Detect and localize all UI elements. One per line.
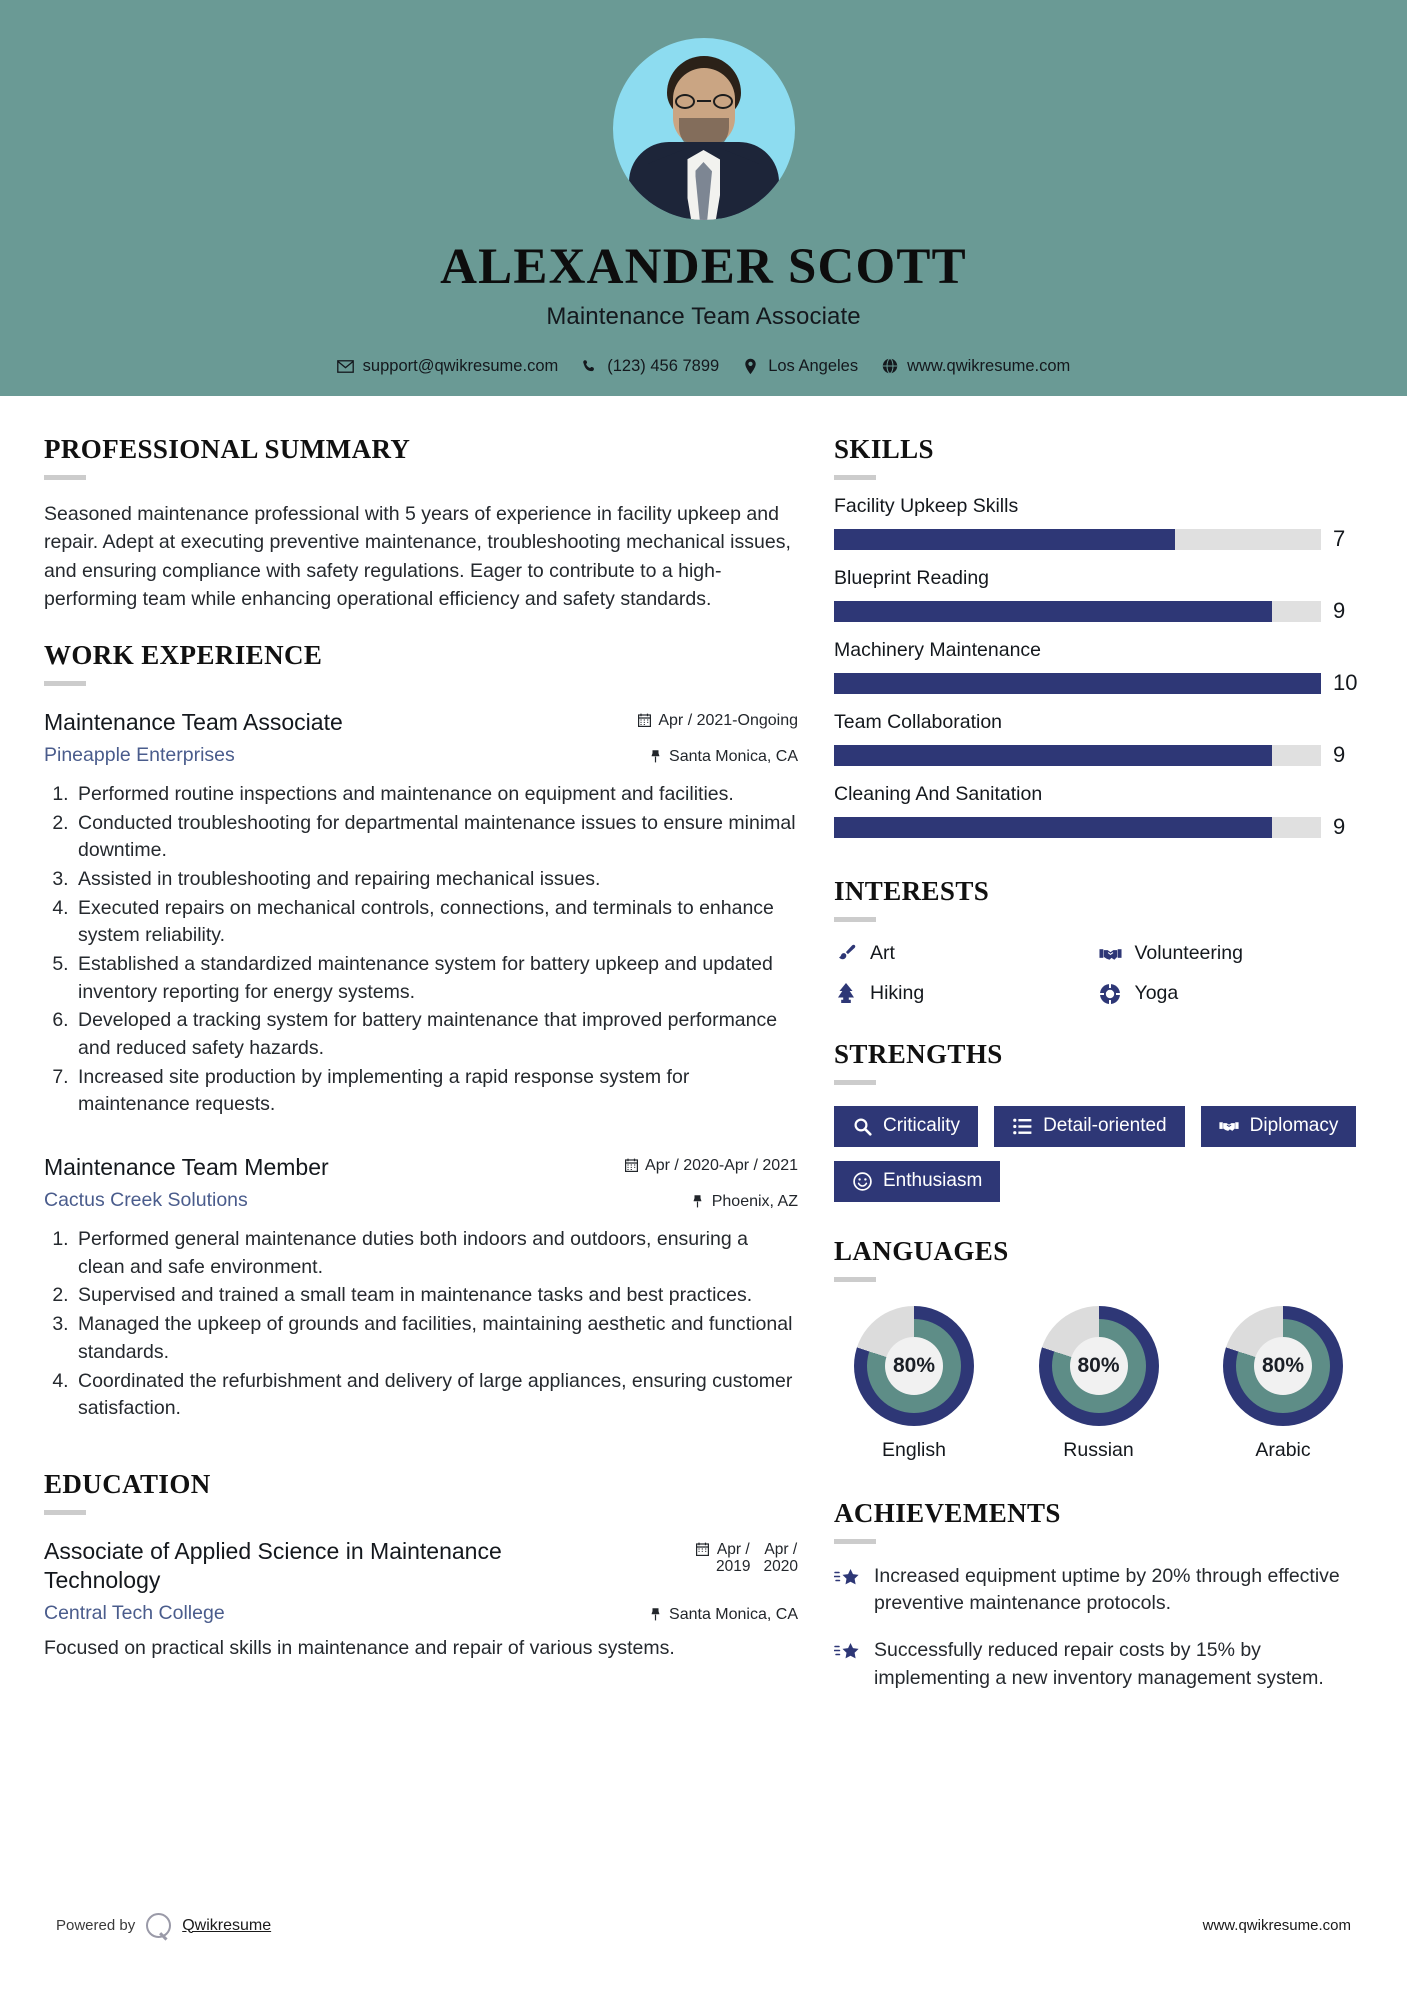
skill-value: 9: [1333, 598, 1346, 623]
contact-phone[interactable]: [581, 357, 719, 376]
section-work-experience: [44, 640, 798, 1423]
section-rule: [44, 475, 86, 480]
contact-location[interactable]: [742, 357, 858, 376]
work-entry: [44, 708, 798, 1119]
education-entry: [44, 1537, 798, 1663]
interest-label: Hiking: [870, 982, 925, 1004]
job-dates: [637, 708, 798, 730]
education-date-start-l2: 2019: [716, 1558, 751, 1576]
skill-track: [834, 601, 1321, 622]
list-item: 6. Developed a tracking system for battery maintenance that improved performance and reduced safety hazards.: [74, 1007, 798, 1062]
strength-label: Enthusiasm: [883, 1169, 983, 1191]
list-item: 5. Established a standardized maintenance system for battery upkeep and updated inventory reporting for energy systems.: [74, 951, 798, 1006]
job-title: Maintenance Team Member: [44, 1154, 329, 1181]
job-dates-text: Apr / 2020-Apr / 2021: [645, 1157, 798, 1175]
section-languages: [834, 1236, 1363, 1462]
achievement-text: Increased equipment uptime by 20% through effective preventive maintenance protocols.: [874, 1564, 1340, 1615]
contact-email[interactable]: [337, 357, 559, 376]
powered-by-label: Powered by: [56, 1917, 136, 1934]
qwikresume-logo-icon: [146, 1913, 171, 1938]
interest-item-yoga: [1099, 982, 1364, 1005]
section-title-strengths: STRENGTHS: [834, 1039, 1003, 1069]
language-label: Arabic: [1255, 1438, 1311, 1461]
list-item: 4. Coordinated the refurbishment and delivery of large appliances, ensuring customer satisfaction.: [74, 1368, 798, 1423]
strength-badge-diplomacy: [1201, 1106, 1357, 1147]
skill-fill: [834, 817, 1272, 838]
glasses-icon: [675, 94, 733, 109]
skill-value: 7: [1333, 526, 1346, 551]
interest-label: Art: [870, 942, 895, 964]
skill-track: [834, 529, 1321, 550]
section-achievements: [834, 1498, 1363, 1693]
footer-website[interactable]: www.qwikresume.com: [1202, 1917, 1351, 1934]
education-description: Focused on practical skills in maintenance and repair of various systems.: [44, 1636, 675, 1659]
list-item: 2. Conducted troubleshooting for departmental maintenance issues to ensure minimal downtime.: [74, 810, 798, 865]
strength-label: Criticality: [883, 1115, 961, 1136]
education-location: [648, 1602, 798, 1624]
map-pin-icon: [691, 1193, 705, 1209]
section-title-skills: SKILLS: [834, 434, 934, 464]
achievement-text: Successfully reduced repair costs by 15% by implementing a new inventory management system.: [874, 1639, 1324, 1689]
job-title: Maintenance Team Associate: [44, 708, 343, 735]
handshake-icon: [1099, 942, 1122, 965]
section-professional-summary: [44, 434, 798, 614]
brand-link[interactable]: Qwikresume: [182, 1916, 272, 1934]
section-rule: [834, 917, 876, 922]
skill-label: Machinery Maintenance: [834, 639, 1042, 661]
education-dates: [695, 1537, 798, 1576]
list-item: 3. Managed the upkeep of grounds and facilities, maintaining aesthetic and functional standards.: [74, 1311, 798, 1366]
achievement-item: [834, 1637, 1363, 1692]
skill-fill: [834, 529, 1175, 550]
interest-label: Volunteering: [1134, 942, 1243, 964]
list-item: 2. Supervised and trained a small team in maintenance tasks and best practices.: [74, 1282, 798, 1310]
language-label: English: [882, 1438, 946, 1461]
interest-item-hiking: [834, 982, 1099, 1005]
list-icon: [1012, 1116, 1032, 1136]
section-rule: [834, 1539, 876, 1544]
education-date-end: [764, 1541, 798, 1576]
list-item: 7. Increased site production by implementing a rapid response system for maintenance requests.: [74, 1064, 798, 1119]
left-column: [44, 396, 834, 1719]
section-strengths: [834, 1039, 1363, 1202]
handshake-icon: [1219, 1116, 1239, 1136]
skill-label: Cleaning And Sanitation: [834, 783, 1043, 805]
skill-row: [834, 495, 1363, 552]
section-education: [44, 1469, 798, 1663]
section-rule: [44, 1510, 86, 1515]
pine-tree-icon: [834, 982, 857, 1005]
education-location-text: Santa Monica, CA: [669, 1605, 798, 1623]
language-label: Russian: [1063, 1438, 1134, 1461]
skill-value: 9: [1333, 814, 1346, 839]
section-interests: [834, 876, 1363, 1005]
section-rule: [44, 681, 86, 686]
magnifier-icon: [852, 1116, 872, 1136]
strength-label: Diplomacy: [1249, 1115, 1339, 1136]
skill-row: [834, 783, 1363, 840]
job-bullet-list: [44, 1226, 798, 1423]
section-title-education: EDUCATION: [44, 1468, 211, 1499]
job-bullet-list: [44, 781, 798, 1119]
section-title-interests: INTERESTS: [834, 876, 990, 906]
skill-fill: [834, 673, 1321, 694]
skill-value: 9: [1333, 742, 1346, 767]
contact-website-text: www.qwikresume.com: [907, 356, 1071, 375]
interest-label: Yoga: [1134, 982, 1179, 1004]
skill-label: Team Collaboration: [834, 711, 1003, 733]
skill-fill: [834, 601, 1272, 622]
skill-label: Facility Upkeep Skills: [834, 495, 1019, 517]
strength-badge-detail-oriented: [994, 1106, 1185, 1147]
section-rule: [834, 1080, 876, 1085]
list-item: 3. Assisted in troubleshooting and repairing mechanical issues.: [74, 866, 798, 894]
donut-value: 80%: [885, 1337, 943, 1395]
section-title-languages: LANGUAGES: [834, 1235, 1009, 1266]
summary-text: Seasoned maintenance professional with 5 years of experience in facility upkeep and repair. Adept at executing preventive maintenance, troubleshooting mechanical issues, and ensuring compliance with safety regulations. Eager to contribute to a high-performing team while enhancing operational efficiency and safety standards.: [44, 503, 791, 611]
shooting-star-icon: [834, 1566, 860, 1592]
language-item-english: [834, 1306, 994, 1462]
skill-label: Blueprint Reading: [834, 567, 990, 589]
smiley-icon: [852, 1171, 872, 1191]
language-donut: [1223, 1306, 1343, 1426]
work-entry: [44, 1153, 798, 1423]
language-donut: [854, 1306, 974, 1426]
section-rule: [834, 475, 876, 480]
job-location: [648, 744, 798, 766]
education-date-end-l1: Apr /: [764, 1540, 798, 1558]
interest-item-volunteering: [1099, 942, 1364, 965]
page-footer: [0, 1913, 1407, 1938]
list-item: 1. Performed general maintenance duties both indoors and outdoors, ensuring a clean and safe environment.: [74, 1226, 798, 1281]
education-date-end-l2: 2020: [763, 1558, 798, 1576]
right-column: [834, 396, 1363, 1719]
job-company[interactable]: Cactus Creek Solutions: [44, 1189, 248, 1212]
brand-block: [56, 1913, 271, 1938]
section-title-summary: PROFESSIONAL SUMMARY: [44, 434, 411, 464]
list-item: 4. Executed repairs on mechanical controls, connections, and terminals to enhance system reliability.: [74, 895, 798, 950]
interest-item-art: [834, 942, 1099, 965]
job-role-subtitle: Maintenance Team Associate: [546, 302, 861, 330]
strength-badge-enthusiasm: [834, 1161, 1000, 1202]
lifebuoy-icon: [1099, 982, 1122, 1005]
location-pin-icon: [742, 358, 759, 375]
job-company[interactable]: Pineapple Enterprises: [44, 743, 235, 766]
contact-location-text: Los Angeles: [768, 356, 859, 375]
strength-badge-criticality: [834, 1106, 978, 1147]
skill-row: [834, 711, 1363, 768]
map-pin-icon: [648, 748, 662, 764]
job-dates-text: Apr / 2021-Ongoing: [658, 711, 798, 729]
job-location-text: Phoenix, AZ: [711, 1193, 798, 1211]
education-date-start: [716, 1541, 750, 1576]
resume-header: [0, 0, 1407, 396]
section-title-achievements: ACHIEVEMENTS: [834, 1497, 1061, 1528]
section-title-work: WORK EXPERIENCE: [44, 639, 323, 670]
calendar-icon: [637, 712, 651, 728]
language-item-arabic: [1203, 1306, 1363, 1462]
map-pin-icon: [648, 1606, 662, 1622]
skill-track: [834, 817, 1321, 838]
contact-bar: [0, 357, 1407, 376]
school-name[interactable]: Central Tech College: [44, 1601, 225, 1624]
resume-body: [0, 396, 1407, 1719]
degree-title: Associate of Applied Science in Maintenance Technology: [44, 1537, 502, 1593]
contact-email-text: support@qwikresume.com: [362, 356, 559, 375]
avatar: [613, 38, 795, 220]
list-item: 1. Performed routine inspections and maintenance on equipment and facilities.: [74, 781, 798, 809]
globe-icon: [881, 358, 898, 375]
page-title: ALEXANDER SCOTT: [440, 239, 967, 295]
contact-phone-text: (123) 456 7899: [607, 356, 720, 375]
email-icon: [337, 358, 354, 375]
calendar-icon: [695, 1541, 709, 1557]
skill-value: 10: [1333, 670, 1358, 695]
achievement-item: [834, 1563, 1363, 1618]
job-dates: [624, 1153, 798, 1175]
section-rule: [834, 1277, 876, 1282]
donut-value: 80%: [1254, 1337, 1312, 1395]
language-item-russian: [1019, 1306, 1179, 1462]
skill-row: [834, 639, 1363, 696]
education-date-start-l1: Apr /: [716, 1540, 750, 1558]
section-skills: [834, 434, 1363, 840]
phone-icon: [581, 358, 598, 375]
language-donut: [1039, 1306, 1159, 1426]
skill-row: [834, 567, 1363, 624]
skill-fill: [834, 745, 1272, 766]
skill-track: [834, 745, 1321, 766]
contact-website[interactable]: [881, 357, 1070, 376]
job-location-text: Santa Monica, CA: [669, 747, 798, 765]
strength-label: Detail-oriented: [1043, 1115, 1167, 1136]
skill-track: [834, 673, 1321, 694]
job-location: [691, 1189, 798, 1211]
donut-value: 80%: [1070, 1337, 1128, 1395]
shooting-star-icon: [834, 1640, 860, 1666]
calendar-icon: [624, 1157, 638, 1173]
paintbrush-icon: [834, 942, 857, 965]
